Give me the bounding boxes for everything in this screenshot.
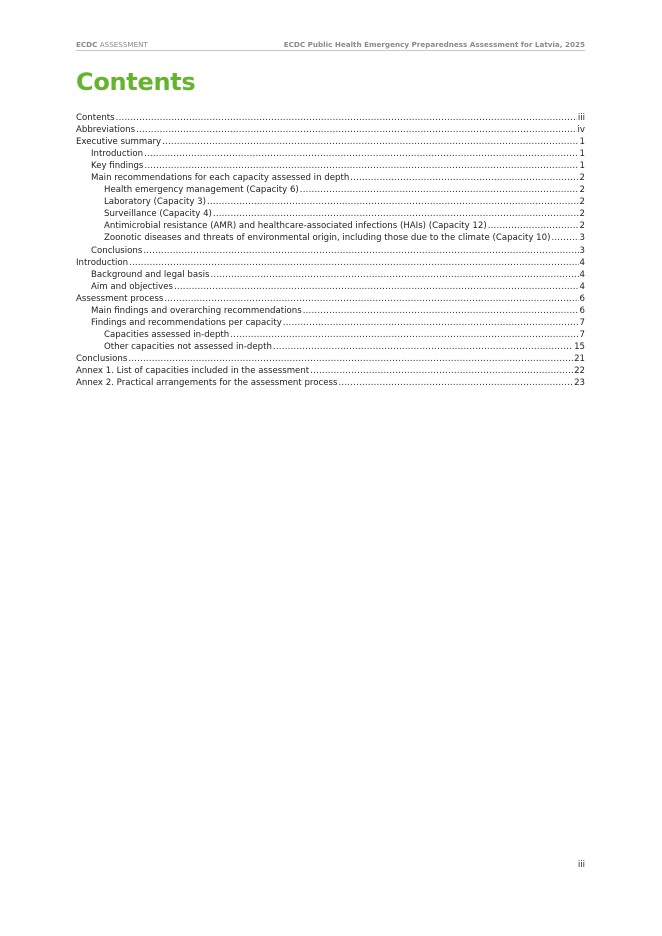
toc-dot-leader — [164, 293, 578, 305]
toc-dot-leader — [210, 269, 578, 281]
toc-entry-title[interactable]: Introduction — [91, 149, 144, 160]
toc-entry[interactable] — [76, 124, 585, 136]
toc-entry-page[interactable]: 2 — [579, 197, 585, 208]
toc-entry-page[interactable]: 7 — [579, 317, 585, 328]
running-header — [76, 40, 585, 51]
toc-entry-title[interactable]: Findings and recommendations per capacity — [91, 317, 282, 328]
toc-entry-title[interactable]: Health emergency management (Capacity 6) — [104, 185, 299, 196]
toc-entry-page[interactable]: 2 — [579, 221, 585, 232]
toc-dot-leader — [273, 341, 573, 353]
toc-entry-title[interactable]: Aim and objectives — [91, 281, 173, 292]
toc-entry[interactable] — [76, 220, 585, 232]
toc-entry-page[interactable]: 23 — [574, 378, 585, 389]
header-publication-type — [76, 40, 148, 49]
toc-dot-leader — [488, 220, 579, 232]
toc-entry-title[interactable]: Key findings — [91, 161, 144, 172]
toc-entry-page[interactable]: 1 — [579, 137, 585, 148]
toc-entry[interactable] — [76, 257, 585, 269]
toc-entry[interactable] — [76, 196, 585, 208]
toc-entry-page[interactable]: 21 — [574, 353, 585, 364]
toc-entry[interactable] — [76, 245, 585, 257]
toc-entry-page[interactable]: 4 — [579, 281, 585, 292]
header-label: ASSESSMENT — [97, 40, 148, 49]
toc-dot-leader — [213, 208, 579, 220]
toc-entry-title[interactable]: Introduction — [76, 257, 129, 268]
toc-dot-leader — [144, 148, 578, 160]
header-brand: ECDC — [76, 40, 98, 49]
toc-entry-title[interactable]: Zoonotic diseases and threats of environmental origin, including those due to the climate (Capacity 10) — [104, 233, 551, 244]
toc-entry[interactable] — [76, 136, 585, 148]
toc-entry[interactable] — [76, 353, 585, 365]
toc-dot-leader — [174, 281, 579, 293]
toc-entry-page[interactable]: 1 — [579, 149, 585, 160]
toc-entry-page[interactable]: 3 — [579, 245, 585, 256]
page-title: Contents — [76, 68, 196, 96]
toc-entry[interactable] — [76, 160, 585, 172]
toc-dot-leader — [116, 112, 577, 124]
toc-entry-title[interactable]: Conclusions — [76, 353, 128, 364]
toc-entry[interactable] — [76, 293, 585, 305]
toc-dot-leader — [350, 172, 578, 184]
toc-entry-page[interactable]: 2 — [579, 185, 585, 196]
toc-entry[interactable] — [76, 377, 585, 389]
toc-dot-leader — [144, 160, 578, 172]
toc-entry[interactable] — [76, 329, 585, 341]
toc-entry-page[interactable]: 4 — [579, 269, 585, 280]
table-of-contents — [76, 112, 585, 389]
toc-entry-title[interactable]: Abbreviations — [76, 125, 136, 136]
toc-entry[interactable] — [76, 269, 585, 281]
toc-entry[interactable] — [76, 305, 585, 317]
toc-dot-leader — [300, 184, 579, 196]
toc-entry-page[interactable]: 2 — [579, 209, 585, 220]
toc-dot-leader — [162, 136, 578, 148]
toc-dot-leader — [129, 257, 578, 269]
toc-dot-leader — [303, 305, 579, 317]
toc-entry[interactable] — [76, 341, 585, 353]
toc-entry-title[interactable]: Main recommendations for each capacity assessed in depth — [91, 173, 350, 184]
toc-entry-title[interactable]: Annex 2. Practical arrangements for the assessment process — [76, 378, 338, 389]
toc-entry[interactable] — [76, 184, 585, 196]
header-document-title: ECDC Public Health Emergency Preparedness Assessment for Latvia, 2025 — [283, 40, 585, 49]
toc-entry-page[interactable]: 2 — [579, 173, 585, 184]
toc-entry-title[interactable]: Contents — [76, 113, 115, 123]
toc-entry-page[interactable]: iii — [577, 113, 585, 123]
toc-dot-leader — [207, 196, 579, 208]
toc-dot-leader — [136, 124, 576, 136]
toc-entry-title[interactable]: Main findings and overarching recommendations — [91, 305, 302, 316]
toc-entry-page[interactable]: iv — [577, 125, 585, 136]
toc-entry-title[interactable]: Conclusions — [91, 245, 143, 256]
toc-entry[interactable] — [76, 172, 585, 184]
toc-dot-leader — [128, 353, 573, 365]
toc-dot-leader — [230, 329, 578, 341]
toc-entry-title[interactable]: Annex 1. List of capacities included in the assessment — [76, 365, 310, 376]
toc-entry-title[interactable]: Executive summary — [76, 137, 162, 148]
toc-dot-leader — [551, 232, 578, 244]
page-number: iii — [577, 860, 585, 870]
toc-dot-leader — [283, 317, 579, 329]
toc-entry-title[interactable]: Background and legal basis — [91, 269, 210, 280]
toc-entry-page[interactable]: 3 — [579, 233, 585, 244]
toc-entry[interactable] — [76, 112, 585, 124]
toc-entry-page[interactable]: 6 — [579, 305, 585, 316]
toc-entry-title[interactable]: Assessment process — [76, 293, 164, 304]
toc-entry[interactable] — [76, 365, 585, 377]
toc-entry-page[interactable]: 7 — [579, 329, 585, 340]
toc-dot-leader — [338, 377, 573, 389]
toc-entry-title[interactable]: Other capacities not assessed in-depth — [104, 341, 272, 352]
toc-entry[interactable] — [76, 208, 585, 220]
toc-entry-page[interactable]: 1 — [579, 161, 585, 172]
toc-entry-page[interactable]: 15 — [574, 341, 585, 352]
toc-dot-leader — [310, 365, 573, 377]
toc-entry[interactable] — [76, 232, 585, 244]
toc-entry-page[interactable]: 4 — [579, 257, 585, 268]
toc-entry-title[interactable]: Surveillance (Capacity 4) — [104, 209, 212, 220]
toc-entry-title[interactable]: Antimicrobial resistance (AMR) and healthcare-associated infections (HAIs) (Capacity 12) — [104, 221, 487, 232]
toc-dot-leader — [143, 245, 578, 257]
toc-entry-page[interactable]: 6 — [579, 293, 585, 304]
toc-entry-title[interactable]: Laboratory (Capacity 3) — [104, 197, 207, 208]
toc-entry[interactable] — [76, 317, 585, 329]
toc-entry[interactable] — [76, 281, 585, 293]
toc-entry-page[interactable]: 22 — [574, 365, 585, 376]
toc-entry[interactable] — [76, 148, 585, 160]
toc-entry-title[interactable]: Capacities assessed in-depth — [104, 329, 230, 340]
